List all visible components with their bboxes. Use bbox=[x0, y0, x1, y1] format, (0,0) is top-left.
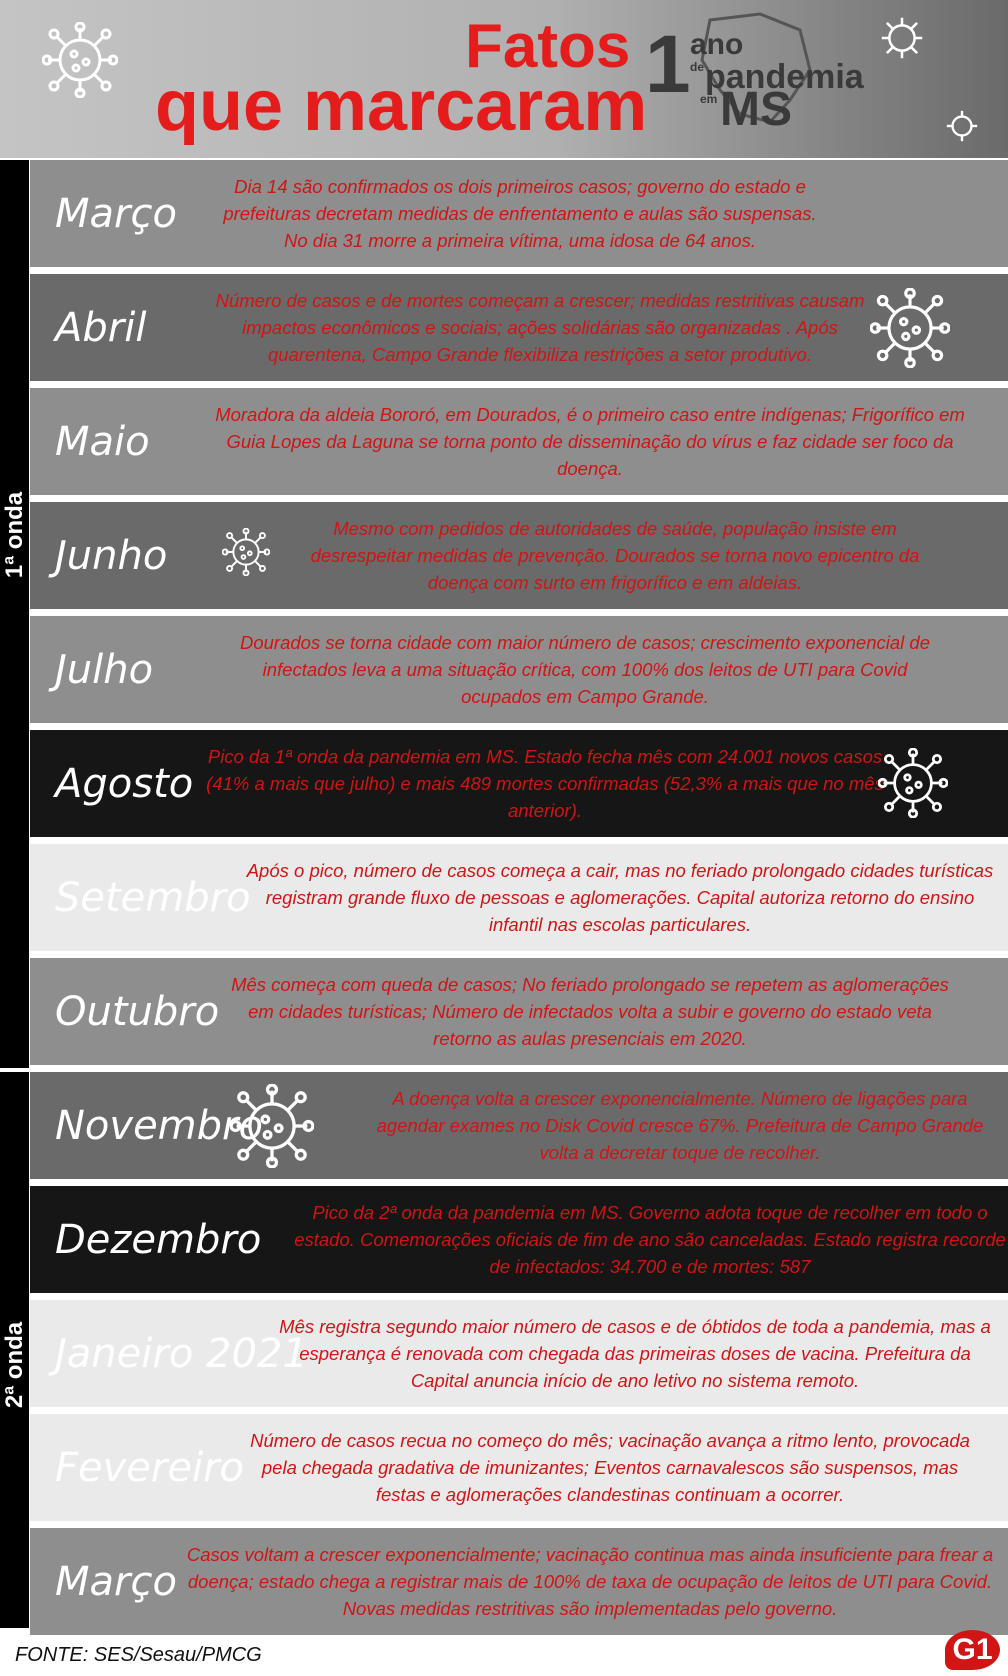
title-line-1: Fatos bbox=[465, 12, 631, 81]
month-row bbox=[30, 1414, 1008, 1521]
month-description: Dia 14 são confirmados os dois primeiros casos; governo do estado e prefeituras decretam medidas de enfrentamento e aulas são suspensas. No dia 31 morre a primeira vítima, uma idosa de 64 anos. bbox=[223, 176, 817, 251]
badge-pandemia: pandemia bbox=[705, 58, 864, 96]
month-row bbox=[30, 958, 1008, 1065]
wave-bar-1 bbox=[0, 160, 29, 1068]
month-label: Agosto bbox=[55, 760, 194, 807]
wave-label-2: 2ª onda bbox=[0, 1321, 28, 1409]
month-row bbox=[30, 274, 1008, 381]
month-description: Dourados se torna cidade com maior número de casos; crescimento exponencial de infectados leva a uma situação crítica, com 100% dos leitos de UTI para Covid ocupados em Campo Grande. bbox=[239, 632, 930, 707]
virus-icon bbox=[878, 14, 926, 67]
virus-icon bbox=[878, 748, 948, 823]
month-description: Após o pico, número de casos começa a cair, mas no feriado prolongado cidades turísticas registram grande fluxo de pessoas e aglomerações. Capital autoriza retorno do ensino infantil nas escolas particulares. bbox=[246, 860, 994, 935]
wave-label-1: 1ª onda bbox=[0, 491, 28, 579]
month-row bbox=[30, 844, 1008, 951]
month-label: Fevereiro bbox=[55, 1444, 244, 1491]
month-label: Março bbox=[55, 190, 177, 237]
month-row bbox=[30, 1300, 1008, 1407]
month-label: Novembro bbox=[55, 1102, 263, 1149]
month-label: Maio bbox=[55, 418, 150, 465]
month-label: Junho bbox=[55, 532, 168, 579]
month-row bbox=[30, 1186, 1008, 1293]
month-row bbox=[30, 616, 1008, 723]
month-row bbox=[30, 730, 1008, 837]
title-line-2: que marcaram bbox=[155, 66, 648, 146]
month-description: Número de casos e de mortes começam a crescer; medidas restritivas causam impactos econômicos e sociais; ações solidárias são organizadas . Após quarentena, Campo Grande flexibiliza restrições a setor produtivo. bbox=[215, 290, 865, 365]
month-label: Julho bbox=[55, 646, 154, 693]
badge-ms: MS bbox=[720, 83, 792, 136]
month-row bbox=[30, 1072, 1008, 1179]
month-label: Janeiro 2021 bbox=[55, 1330, 308, 1377]
virus-icon bbox=[222, 528, 270, 581]
month-label: Outubro bbox=[55, 988, 220, 1035]
badge-em: em bbox=[700, 92, 718, 106]
header-banner bbox=[0, 0, 1008, 158]
month-description: Casos voltam a crescer exponencialmente; vacinação continua mas ainda insuficiente para frear a doença; estado chega a registrar mais de 100% de taxa de ocupação de leitos de UTI para Covid. Novas medidas restritivas são implementadas pelo governo. bbox=[186, 1544, 994, 1619]
month-description: Moradora da aldeia Bororó, em Dourados, é o primeiro caso entre indígenas; Frigorífico em Guia Lopes da Laguna se torna ponto de disseminação do vírus e faz cidade ser foco da doença. bbox=[215, 404, 965, 479]
month-description: Mês registra segundo maior número de casos e de óbtidos de toda a pandemia, mas a esperança é renovada com chegada das primeiras doses de vacina. Prefeitura da Capital anuncia início de ano letivo no sistema remoto. bbox=[279, 1316, 991, 1391]
month-description: Pico da 2ª onda da pandemia em MS. Governo adota toque de recolher em todo o estado. Comemorações oficiais de fim de ano são canceladas. Estado registra recorde de infectados: 34.700 e de mortes: 587 bbox=[294, 1202, 1006, 1277]
virus-icon bbox=[230, 1084, 314, 1173]
month-description: Mês começa com queda de casos; No feriado prolongado se repetem as aglomerações em cidades turísticas; Número de infectados volta a subir e governo do estado veta retorno as aulas presenciais em 2020. bbox=[231, 974, 949, 1049]
month-description: A doença volta a crescer exponencialmente. Número de ligações para agendar exames no Disk Covid cresce 67%. Prefeitura de Campo Grande volta a decretar toque de recolher. bbox=[376, 1088, 984, 1163]
virus-icon bbox=[870, 288, 950, 373]
month-description: Número de casos recua no começo do mês; vacinação avança a ritmo lento, provocada pela chegada gradativa de imunizantes; Eventos carnavalescos são suspensos, mas festas e aglomerações clandestinas continuam a ocorrer. bbox=[250, 1430, 970, 1505]
g1-logo: G1 bbox=[945, 1630, 1000, 1670]
virus-icon bbox=[944, 108, 980, 149]
month-row bbox=[30, 160, 1008, 267]
badge-de: de bbox=[690, 60, 705, 74]
virus-icon bbox=[42, 22, 118, 103]
month-label: Setembro bbox=[55, 874, 251, 921]
month-label: Dezembro bbox=[55, 1216, 262, 1263]
source-note: FONTE: SES/Sesau/PMCG bbox=[15, 1644, 262, 1666]
month-row bbox=[30, 1528, 1008, 1635]
month-label: Abril bbox=[55, 304, 147, 351]
month-row bbox=[30, 388, 1008, 495]
month-row bbox=[30, 502, 1008, 609]
month-description: Mesmo com pedidos de autoridades de saúde, população insiste em desrespeitar medidas de prevenção. Dourados se torna novo epicentro da doença com surto em frigorífico e em aldeias. bbox=[310, 518, 920, 593]
badge-number: 1 bbox=[645, 19, 691, 110]
month-description: Pico da 1ª onda da pandemia em MS. Estado fecha mês com 24.001 novos casos (41% a mais que julho) e mais 489 mortes confirmadas (52,3% a mais que no mês anterior). bbox=[206, 746, 884, 821]
badge-ano: ano bbox=[690, 28, 744, 61]
month-label: Março bbox=[55, 1558, 177, 1605]
